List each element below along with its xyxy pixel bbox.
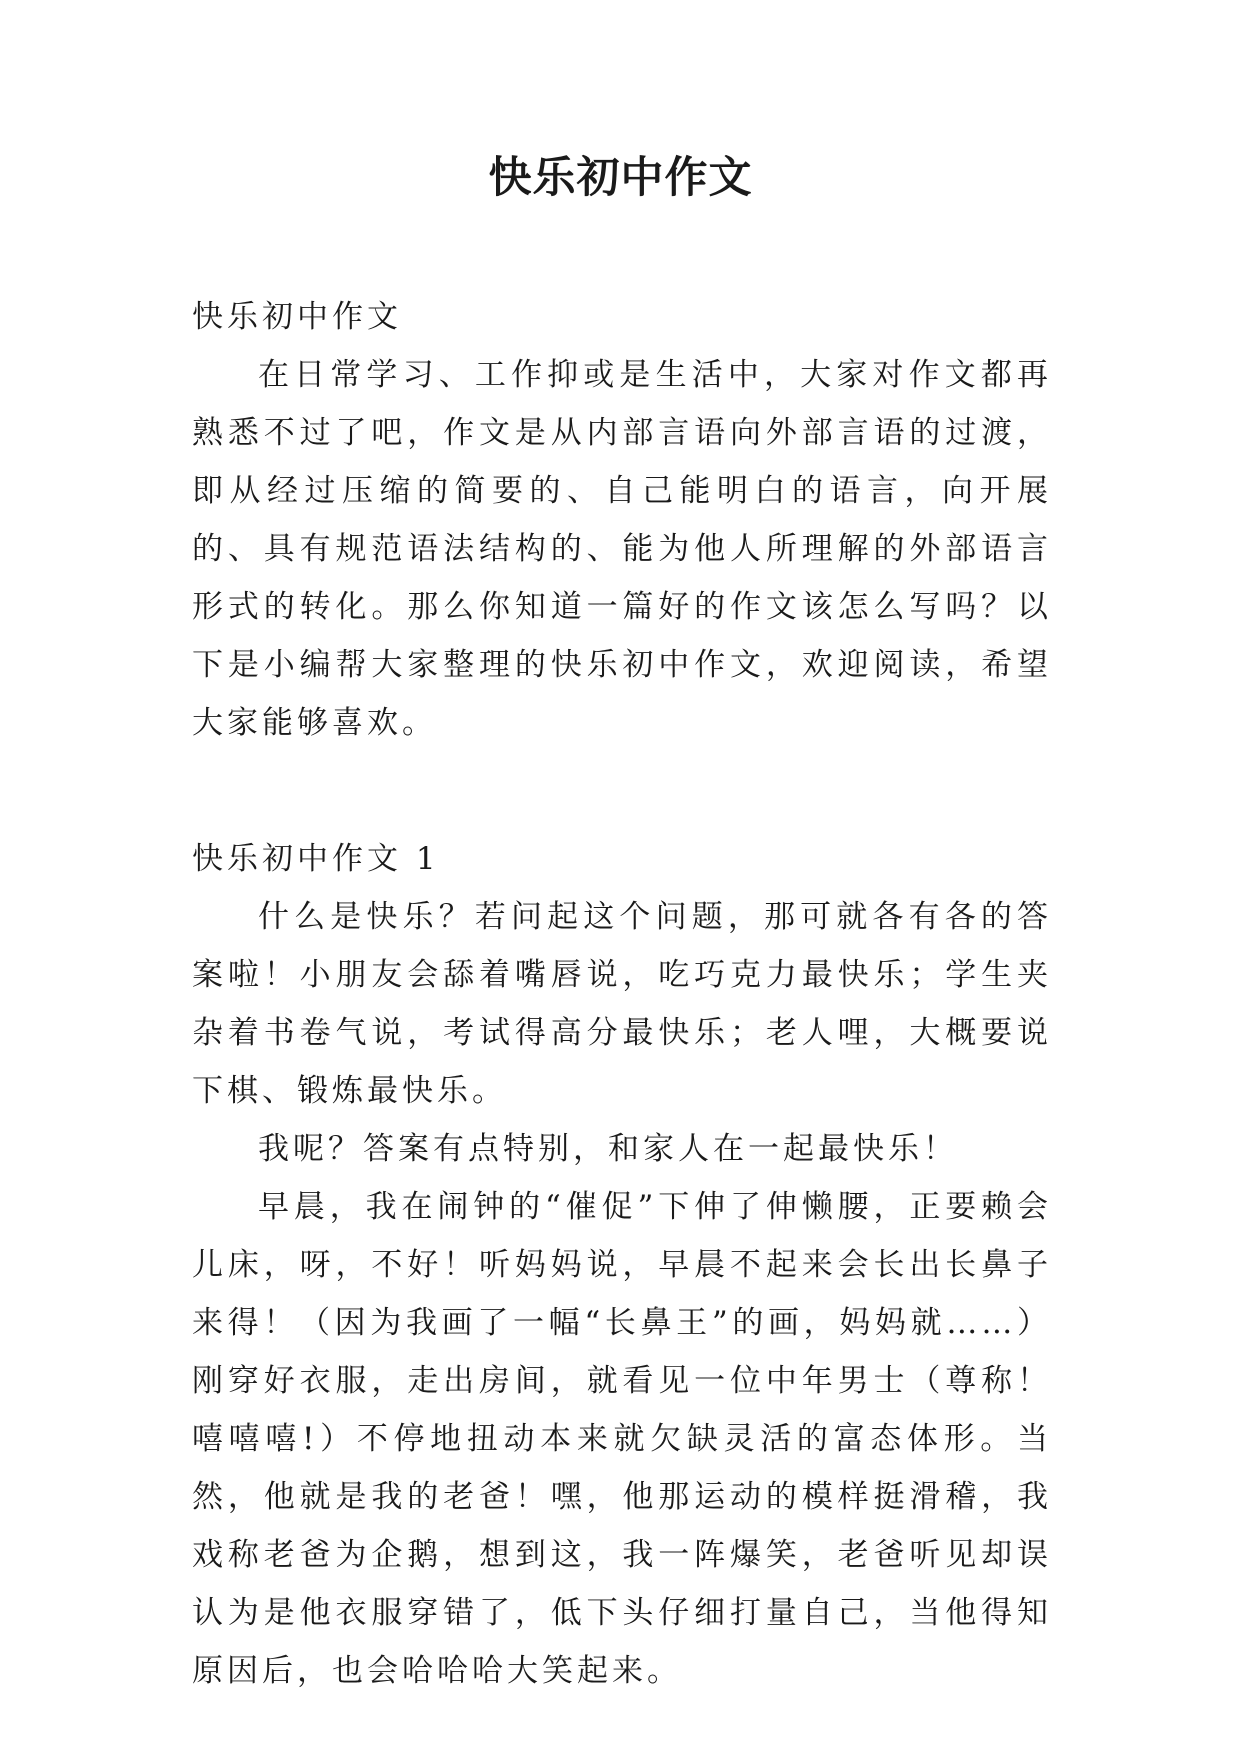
essay-subtitle: 快乐初中作文 xyxy=(192,299,402,335)
section-spacer xyxy=(192,752,1052,830)
body-paragraph-3: 早晨，我在闹钟的“催促”下伸了伸懒腰，正要赖会儿床，呀，不好！听妈妈说，早晨不起来会长出长鼻子来得！（因为我画了一幅“长鼻王”的画，妈妈就……）刚穿好衣服，走出房间，就看见一位中年男士（尊称！嘻嘻嘻!）不停地扭动本来就欠缺灵活的富态体形。当然，他就是我的老爸！嘿，他那运动的模样挺滑稽，我戏称老爸为企鹅，想到这，我一阵爆笑，老爸听见却误认为是他衣服穿错了，低下头仔细打量自己，当他得知原因后，也会哈哈哈大笑起来。 xyxy=(192,1189,1052,1689)
document-body xyxy=(192,288,1052,1700)
section-heading: 快乐初中作文 1 xyxy=(192,841,440,877)
body-paragraph-1: 什么是快乐？若问起这个问题，那可就各有各的答案啦！小朋友会舔着嘴唇说，吃巧克力最快乐；学生夹杂着书卷气说，考试得高分最快乐；老人哩，大概要说下棋、锻炼最快乐。 xyxy=(192,899,1052,1109)
document-title: 快乐初中作文 xyxy=(488,153,753,203)
intro-paragraph: 在日常学习、工作抑或是生活中，大家对作文都再熟悉不过了吧，作文是从内部言语向外部言语的过渡，即从经过压缩的简要的、自己能明白的语言，向开展的、具有规范语法结构的、能为他人所理解的外部语言形式的转化。那么你知道一篇好的作文该怎么写吗？以下是小编帮大家整理的快乐初中作文，欢迎阅读，希望大家能够喜欢。 xyxy=(192,357,1052,741)
body-paragraph-2: 我呢？答案有点特别，和家人在一起最快乐！ xyxy=(258,1131,958,1167)
